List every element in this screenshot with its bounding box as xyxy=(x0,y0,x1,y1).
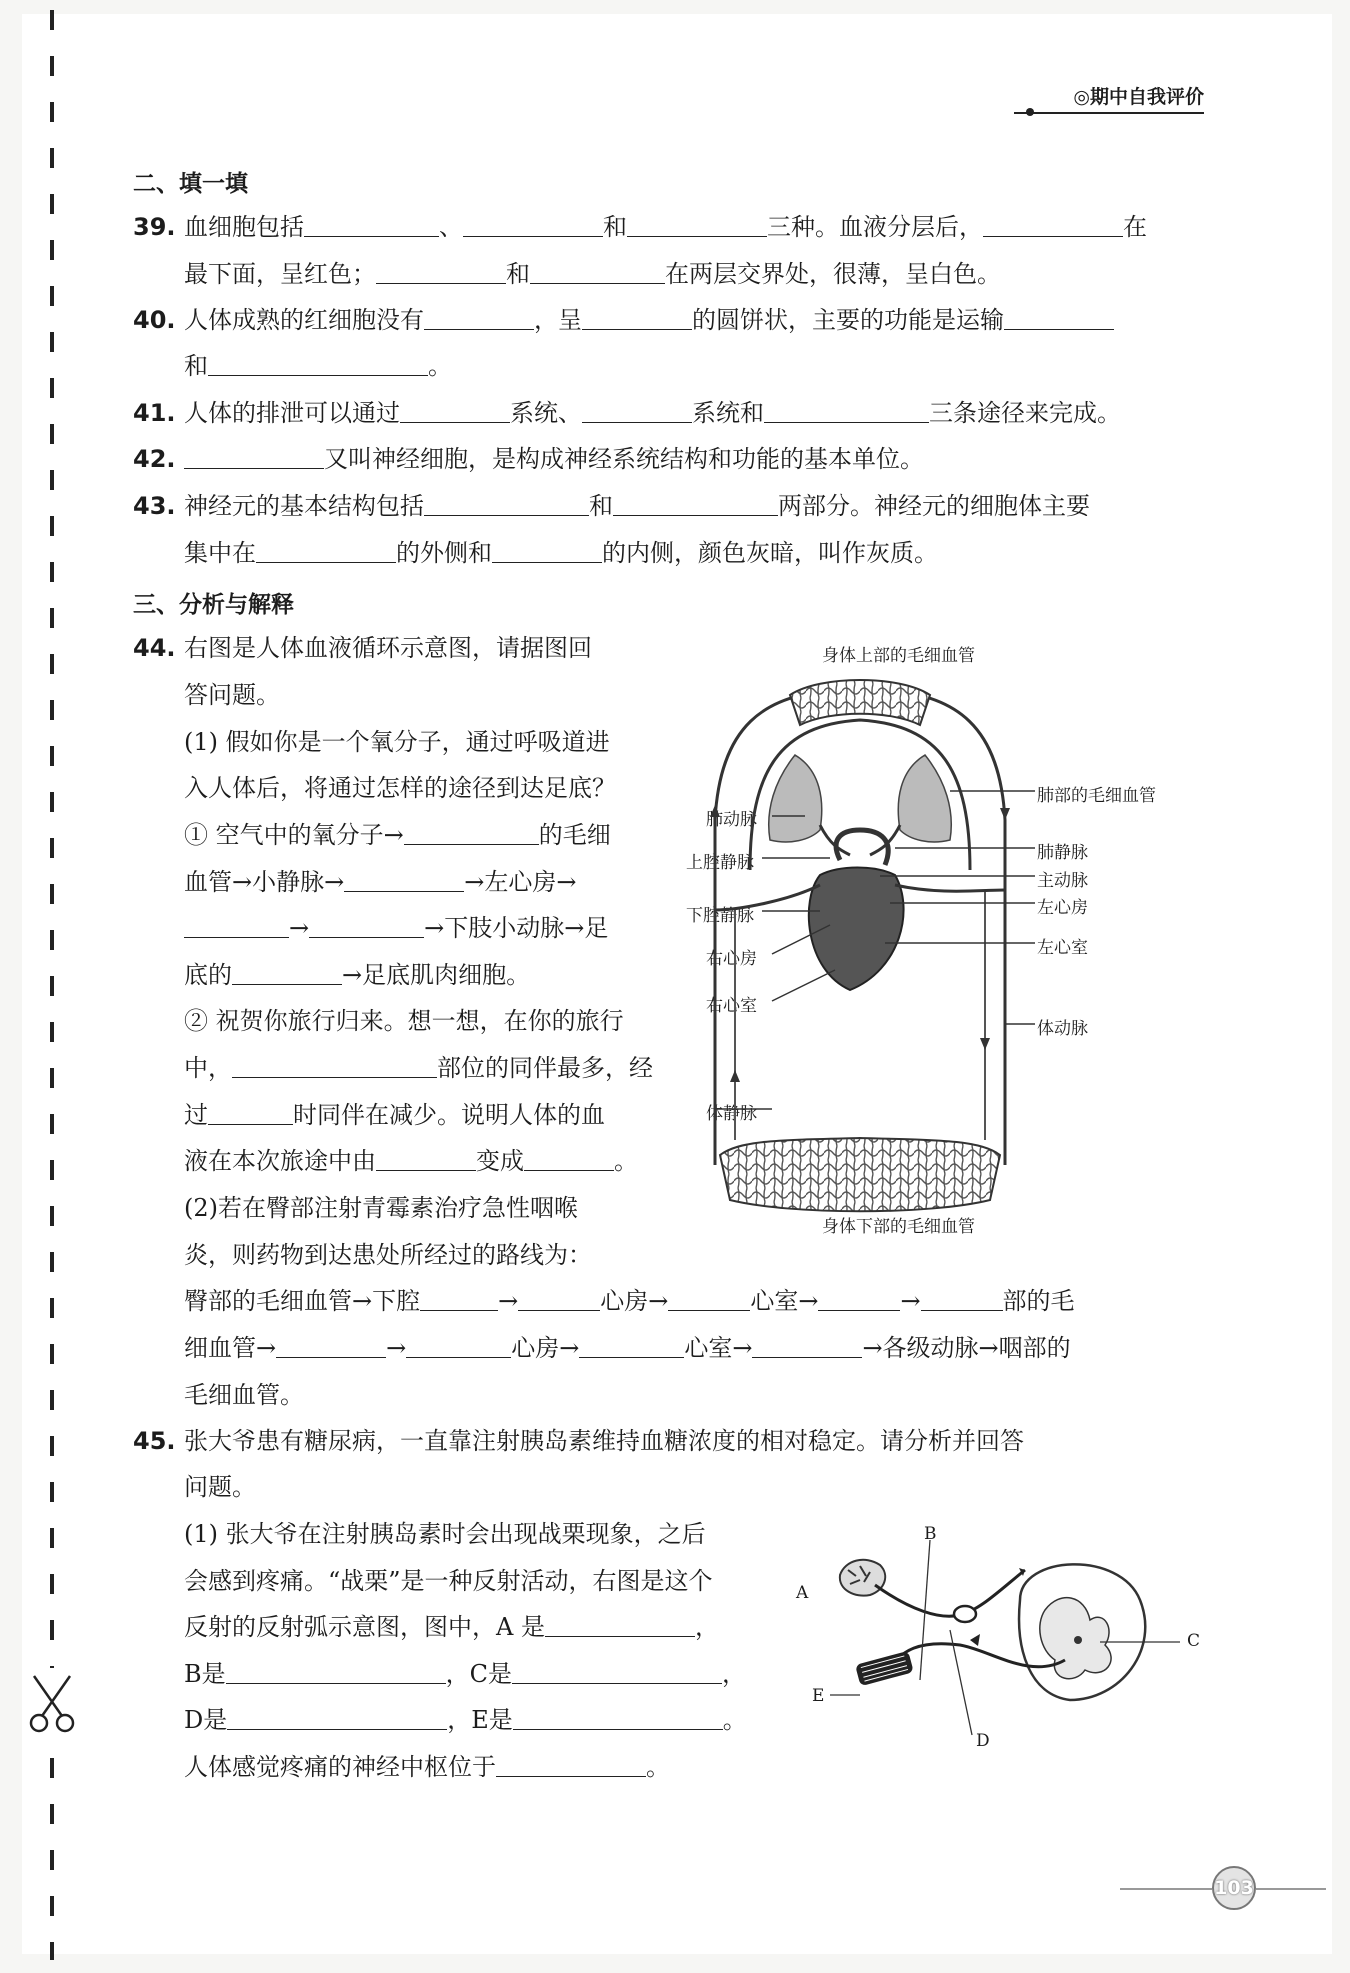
q44-text: 心房→ xyxy=(511,1334,580,1362)
reflex-arc-diagram xyxy=(820,1540,1190,1740)
q45-line6 xyxy=(184,1658,746,1690)
header-title: ◎期中自我评价 xyxy=(1073,86,1204,108)
q44-blank-3[interactable] xyxy=(184,913,289,938)
q39-blank-5[interactable] xyxy=(376,259,506,284)
header-rule xyxy=(1014,112,1204,114)
q44-blank-18[interactable] xyxy=(752,1333,862,1358)
q45-text: ，C是 xyxy=(445,1660,513,1688)
q44-text: 心室→ xyxy=(750,1287,819,1315)
q41-text: 系统和 xyxy=(692,399,764,427)
q45-number: 45. xyxy=(133,1427,176,1455)
fig1-label-systemic-vein: 体静脉 xyxy=(706,1104,757,1124)
fig1-label-bottom: 身体下部的毛细血管 xyxy=(822,1217,975,1237)
q39-line2 xyxy=(184,258,1001,290)
q44-text: 的毛细 xyxy=(538,821,611,849)
q44-blank-2[interactable] xyxy=(344,867,464,892)
q44-line16 xyxy=(184,1332,1071,1364)
header-dot xyxy=(1026,108,1034,116)
q44-text: 部的毛 xyxy=(1002,1287,1075,1315)
q39-text: 血细胞包括 xyxy=(184,213,304,241)
circulation-diagram xyxy=(680,670,1040,1220)
q43-text: 的内侧，颜色灰暗，叫作灰质。 xyxy=(602,539,938,567)
q44-text: 心室→ xyxy=(684,1334,753,1362)
q40-text: ，呈 xyxy=(534,306,582,334)
q40-text: 人体成熟的红细胞没有 xyxy=(184,306,424,334)
q39-blank-1[interactable] xyxy=(304,212,439,237)
q45-text: 张大爷患有糖尿病，一直靠注射胰岛素维持血糖浓度的相对稳定。请分析并回答 xyxy=(184,1427,1024,1455)
q43-line2 xyxy=(184,537,938,569)
q40-text: 的圆饼状，主要的功能是运输 xyxy=(692,306,1004,334)
fig1-label-inferior-vena-cava: 下腔静脉 xyxy=(686,906,754,926)
q43-text: 和 xyxy=(589,492,613,520)
fig1-label-left-atrium: 左心房 xyxy=(1037,898,1088,918)
page-number-rule-right xyxy=(1256,1888,1326,1890)
q44-line7 xyxy=(184,912,608,944)
q39-line1 xyxy=(133,211,1147,243)
q41-blank-2[interactable] xyxy=(582,398,692,423)
q40-text: 和 xyxy=(184,352,208,380)
q44-text: 液在本次旅途中由 xyxy=(184,1147,376,1175)
q44-blank-4[interactable] xyxy=(309,913,424,938)
q44-text: →各级动脉→咽部的 xyxy=(862,1334,1071,1362)
q40-blank-4[interactable] xyxy=(208,351,428,376)
fig1-label-pulmonary-vein: 肺静脉 xyxy=(1037,843,1088,863)
q45-text: ， xyxy=(722,1660,747,1688)
q44-line6 xyxy=(184,866,576,898)
fig2-label-d: D xyxy=(976,1731,990,1751)
q43-blank-3[interactable] xyxy=(256,538,396,563)
q44-blank-10[interactable] xyxy=(420,1286,498,1311)
q42-text: 又叫神经细胞，是构成神经系统结构和功能的基本单位。 xyxy=(324,445,924,473)
q39-text: 最下面，呈红色； xyxy=(184,260,376,288)
q39-text: 三种。血液分层后， xyxy=(767,213,983,241)
fig2-label-e: E xyxy=(812,1686,825,1706)
page-number-rule-left xyxy=(1120,1888,1212,1890)
q39-blank-2[interactable] xyxy=(463,212,603,237)
fig1-label-lung-capillary: 肺部的毛细血管 xyxy=(1037,786,1156,806)
q43-text: 集中在 xyxy=(184,539,256,567)
q45-blank-5[interactable] xyxy=(513,1705,723,1730)
q45-text: 问题。 xyxy=(184,1473,256,1501)
q39-text: 在 xyxy=(1123,213,1147,241)
page-number: 103 xyxy=(1212,1866,1256,1910)
q45-text: D是 xyxy=(184,1706,228,1734)
q39-text: 和 xyxy=(506,260,530,288)
q44-text: 过 xyxy=(184,1101,208,1129)
q39-blank-3[interactable] xyxy=(627,212,767,237)
q44-text: ② 祝贺你旅行归来。想一想，在你的旅行 xyxy=(184,1007,624,1035)
q45-line8 xyxy=(184,1751,670,1783)
q45-line7 xyxy=(184,1704,747,1736)
q39-number: 39. xyxy=(133,213,176,241)
scissors-icon xyxy=(22,1668,82,1738)
q40-text: 。 xyxy=(428,352,452,380)
q44-line15 xyxy=(184,1285,1075,1317)
q44-text: → xyxy=(498,1287,519,1315)
q45-text: 人体感觉疼痛的神经中枢位于 xyxy=(184,1753,496,1781)
q39-text: 、 xyxy=(439,213,463,241)
q44-blank-15[interactable] xyxy=(276,1333,386,1358)
q44-blank-17[interactable] xyxy=(579,1333,684,1358)
q44-text: ① 空气中的氧分子→ xyxy=(184,821,404,849)
q44-line11 xyxy=(184,1099,605,1131)
q44-blank-12[interactable] xyxy=(668,1286,750,1311)
q44-blank-5[interactable] xyxy=(232,960,342,985)
q45-line1 xyxy=(133,1425,1024,1457)
q43-blank-4[interactable] xyxy=(492,538,602,563)
section-title-fill: 二、填一填 xyxy=(133,171,248,197)
q44-blank-1[interactable] xyxy=(404,820,539,845)
q44-text: → xyxy=(900,1287,921,1315)
fig1-label-pulmonary-artery: 肺动脉 xyxy=(706,810,757,830)
q43-text: 两部分。神经元的细胞体主要 xyxy=(778,492,1090,520)
q44-text: 底的 xyxy=(184,961,232,989)
q40-line1 xyxy=(133,304,1114,336)
q40-number: 40. xyxy=(133,306,176,334)
q45-text: ，E是 xyxy=(447,1706,513,1734)
q41-blank-1[interactable] xyxy=(400,398,510,423)
q45-text: 会感到疼痛。“战栗”是一种反射活动，右图是这个 xyxy=(184,1567,713,1595)
q45-blank-2[interactable] xyxy=(226,1659,446,1684)
q44-blank-6[interactable] xyxy=(232,1053,437,1078)
q44-line1 xyxy=(133,632,592,664)
q44-text: 心房→ xyxy=(600,1287,669,1315)
fig1-label-right-ventricle: 右心室 xyxy=(706,996,757,1016)
q45-text: 。 xyxy=(722,1706,747,1734)
q45-line5 xyxy=(184,1611,719,1643)
q44-line10 xyxy=(184,1052,653,1084)
q45-text: (1) 张大爷在注射胰岛素时会出现战栗现象，之后 xyxy=(184,1520,706,1548)
q44-blank-13[interactable] xyxy=(818,1286,900,1311)
q44-text: 变成 xyxy=(476,1147,524,1175)
q44-text: →左心房→ xyxy=(464,868,577,896)
q42-number: 42. xyxy=(133,445,176,473)
fig1-label-top: 身体上部的毛细血管 xyxy=(822,646,975,666)
q44-text: 入人体后，将通过怎样的途径到达足底？ xyxy=(184,774,616,802)
q44-blank-14[interactable] xyxy=(921,1286,1003,1311)
q43-text: 神经元的基本结构包括 xyxy=(184,492,424,520)
q44-text: (2)若在臀部注射青霉素治疗急性咽喉 xyxy=(184,1194,578,1222)
q42-line xyxy=(133,443,924,475)
q45-text: ， xyxy=(694,1613,719,1641)
fig1-label-systemic-artery: 体动脉 xyxy=(1037,1019,1088,1039)
fig1-label-right-atrium: 右心房 xyxy=(706,949,757,969)
q44-text: 血管→小静脉→ xyxy=(184,868,345,896)
q44-text: 部位的同伴最多，经 xyxy=(437,1054,653,1082)
q43-text: 的外侧和 xyxy=(396,539,492,567)
q44-blank-8[interactable] xyxy=(376,1146,476,1171)
q44-text: 右图是人体血液循环示意图，请据图回 xyxy=(184,634,592,662)
fig1-label-left-ventricle: 左心室 xyxy=(1037,938,1088,958)
q44-blank-9[interactable] xyxy=(524,1146,614,1171)
fig2-label-a: A xyxy=(796,1583,809,1603)
q40-blank-2[interactable] xyxy=(582,305,692,330)
q43-blank-1[interactable] xyxy=(424,491,589,516)
q39-blank-4[interactable] xyxy=(983,212,1123,237)
q40-blank-3[interactable] xyxy=(1004,305,1114,330)
fig1-label-aorta: 主动脉 xyxy=(1037,871,1088,891)
q44-text: 炎，则药物到达患处所经过的路线为： xyxy=(184,1241,592,1269)
q44-text: 中， xyxy=(184,1054,232,1082)
q44-text: 毛细血管。 xyxy=(184,1381,304,1409)
q43-line1 xyxy=(133,490,1090,522)
q41-text: 人体的排泄可以通过 xyxy=(184,399,400,427)
q45-blank-1[interactable] xyxy=(545,1612,695,1637)
fig2-label-b: B xyxy=(924,1524,937,1544)
q45-blank-3[interactable] xyxy=(512,1659,722,1684)
q39-text: 在两层交界处，很薄，呈白色。 xyxy=(665,260,1001,288)
q41-number: 41. xyxy=(133,399,176,427)
q44-text: 细血管→ xyxy=(184,1334,277,1362)
q45-blank-6[interactable] xyxy=(496,1752,646,1777)
section-title-analysis: 三、分析与解释 xyxy=(133,592,294,618)
q45-text: 反射的反射弧示意图，图中，A 是 xyxy=(184,1613,545,1641)
q44-text: 臀部的毛细血管→下腔 xyxy=(184,1287,421,1315)
q43-blank-2[interactable] xyxy=(613,491,778,516)
q41-text: 系统、 xyxy=(510,399,582,427)
q44-text: →足底肌肉细胞。 xyxy=(342,961,531,989)
q44-blank-7[interactable] xyxy=(208,1100,293,1125)
q41-text: 三条途径来完成。 xyxy=(929,399,1121,427)
q44-line12 xyxy=(184,1145,638,1177)
q45-text: B是 xyxy=(184,1660,226,1688)
q44-text: → xyxy=(386,1334,407,1362)
q41-line xyxy=(133,397,1121,429)
q45-blank-4[interactable] xyxy=(227,1705,447,1730)
q39-text: 和 xyxy=(603,213,627,241)
fig1-label-superior-vena-cava: 上腔静脉 xyxy=(686,853,754,873)
q44-text: → xyxy=(289,914,310,942)
q40-line2 xyxy=(184,350,452,382)
q44-text: 答问题。 xyxy=(184,681,280,709)
q41-blank-3[interactable] xyxy=(764,398,929,423)
q44-text: (1) 假如你是一个氧分子，通过呼吸道进 xyxy=(184,728,610,756)
q44-line5 xyxy=(184,819,611,851)
q45-text: 。 xyxy=(646,1753,670,1781)
q44-blank-11[interactable] xyxy=(518,1286,600,1311)
q44-line8 xyxy=(184,959,530,991)
q40-blank-1[interactable] xyxy=(424,305,534,330)
fig2-label-c: C xyxy=(1187,1631,1201,1651)
q42-blank-1[interactable] xyxy=(184,444,324,469)
q43-number: 43. xyxy=(133,492,176,520)
q44-blank-16[interactable] xyxy=(406,1333,511,1358)
q44-text: 时同伴在减少。说明人体的血 xyxy=(293,1101,605,1129)
q44-number: 44. xyxy=(133,634,176,662)
q44-text: →下肢小动脉→足 xyxy=(424,914,609,942)
q39-blank-6[interactable] xyxy=(530,259,665,284)
q44-text: 。 xyxy=(614,1147,638,1175)
